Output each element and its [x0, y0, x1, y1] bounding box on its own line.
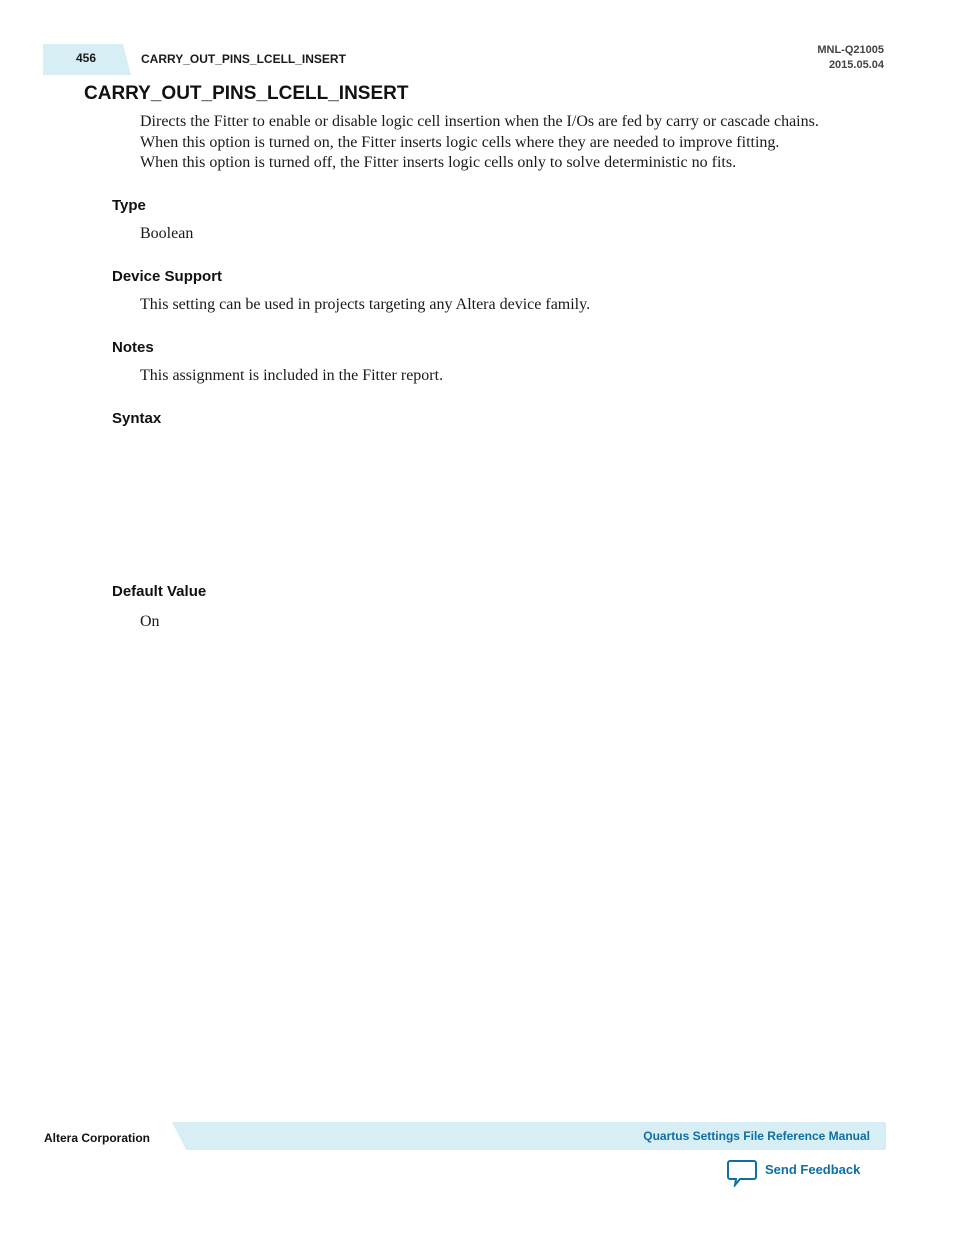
- notes-text: This assignment is included in the Fitter report.: [140, 367, 444, 384]
- speech-bubble-icon[interactable]: [726, 1159, 758, 1187]
- page-title: CARRY_OUT_PINS_LCELL_INSERT: [84, 83, 409, 104]
- send-feedback-link[interactable]: Send Feedback: [765, 1162, 861, 1177]
- doc-meta: [817, 43, 884, 73]
- type-heading: Type: [112, 197, 146, 214]
- intro-line: When this option is turned off, the Fitter inserts logic cells only to solve deterministic no fits.: [140, 154, 737, 171]
- device-support-text: This setting can be used in projects targeting any Altera device family.: [140, 296, 591, 313]
- intro-line: Directs the Fitter to enable or disable logic cell insertion when the I/Os are fed by carry or cascade chains.: [140, 113, 819, 130]
- notes-heading: Notes: [112, 339, 154, 356]
- syntax-heading: Syntax: [112, 410, 162, 427]
- intro-paragraph: [140, 112, 900, 174]
- device-support-heading: Device Support: [112, 268, 223, 285]
- manual-title-link[interactable]: Quartus Settings File Reference Manual: [643, 1129, 870, 1143]
- page-number: 456: [76, 51, 97, 65]
- doc-id: MNL-Q21005: [817, 44, 884, 56]
- type-value: Boolean: [140, 225, 194, 242]
- company-name: Altera Corporation: [44, 1131, 151, 1145]
- intro-line: When this option is turned on, the Fitter inserts logic cells where they are needed to improve fitting.: [140, 133, 780, 151]
- running-title: CARRY_OUT_PINS_LCELL_INSERT: [141, 52, 346, 66]
- doc-date: 2015.05.04: [828, 59, 884, 71]
- default-value-heading: Default Value: [112, 583, 207, 600]
- default-value: On: [140, 613, 160, 630]
